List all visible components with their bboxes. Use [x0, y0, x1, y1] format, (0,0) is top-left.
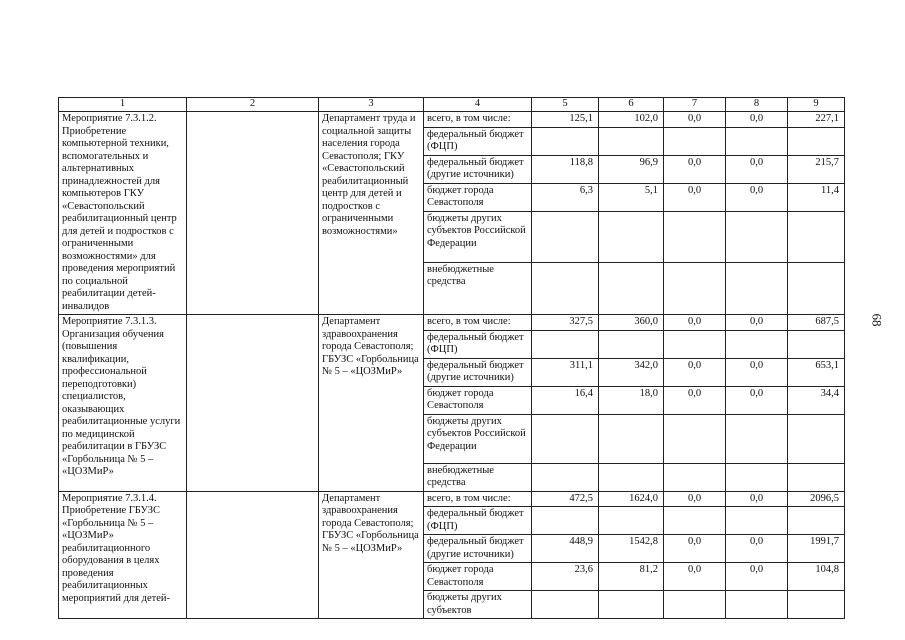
value-cell-c6: 360,0	[599, 315, 664, 331]
header-cell: 1	[59, 98, 187, 112]
funding-source: бюджеты других субъектов Российской Федерации	[424, 414, 532, 463]
header-cell: 9	[788, 98, 845, 112]
value-cell-c5	[532, 262, 599, 314]
value-cell-c7	[664, 591, 726, 619]
value-cell-c6	[599, 127, 664, 155]
value-cell-c7: 0,0	[664, 535, 726, 563]
funding-source: внебюджетные средства	[424, 262, 532, 314]
event-description: Мероприятие 7.3.1.4. Приобретение ГБУЗС «Горбольница № 5 – «ЦОЗМиР» реабилитационного оборудования в целях проведения реабилитационных мероприятий для детей-	[59, 491, 187, 619]
event-description: Мероприятие 7.3.1.2. Приобретение компьютерной техники, вспомогательных и альтернативных принадлежностей для компьютеров ГКУ «Севастопольский реабилитационный центр для детей и подростков с ограниченными возможностями» для проведения мероприятий по социальной реабилитации детей-инвалидов	[59, 112, 187, 315]
table-row	[59, 315, 845, 331]
value-cell-c6: 1624,0	[599, 491, 664, 507]
value-cell-c5	[532, 127, 599, 155]
value-cell-c5: 327,5	[532, 315, 599, 331]
executor-cell: Департамент здравоохранения города Севастополя; ГБУЗС «Горбольница № 5 – «ЦОЗМиР»	[319, 315, 424, 492]
value-cell-c5	[532, 507, 599, 535]
value-cell-c6	[599, 414, 664, 463]
value-cell-c8: 0,0	[726, 315, 788, 331]
value-cell-c8: 0,0	[726, 155, 788, 183]
page-number: 68	[869, 313, 885, 327]
value-cell-c9: 2096,5	[788, 491, 845, 507]
value-cell-c5: 311,1	[532, 358, 599, 386]
column-2-cell	[187, 315, 319, 492]
value-cell-c8	[726, 507, 788, 535]
value-cell-c6	[599, 330, 664, 358]
value-cell-c6: 5,1	[599, 183, 664, 211]
value-cell-c9: 104,8	[788, 563, 845, 591]
value-cell-c7	[664, 507, 726, 535]
value-cell-c8: 0,0	[726, 183, 788, 211]
funding-source: всего, в том числе:	[424, 315, 532, 331]
value-cell-c7: 0,0	[664, 112, 726, 128]
value-cell-c7	[664, 127, 726, 155]
value-cell-c6: 102,0	[599, 112, 664, 128]
table-body	[59, 98, 845, 619]
value-cell-c7	[664, 463, 726, 491]
value-cell-c9: 687,5	[788, 315, 845, 331]
value-cell-c8: 0,0	[726, 358, 788, 386]
value-cell-c9	[788, 591, 845, 619]
table-row	[59, 112, 845, 128]
header-row	[59, 98, 845, 112]
value-cell-c6	[599, 211, 664, 262]
value-cell-c8: 0,0	[726, 535, 788, 563]
value-cell-c5: 472,5	[532, 491, 599, 507]
header-cell: 2	[187, 98, 319, 112]
value-cell-c7	[664, 262, 726, 314]
value-cell-c5	[532, 414, 599, 463]
funding-source: федеральный бюджет (другие источники)	[424, 535, 532, 563]
value-cell-c5	[532, 211, 599, 262]
value-cell-c7	[664, 330, 726, 358]
value-cell-c9	[788, 127, 845, 155]
value-cell-c9	[788, 211, 845, 262]
value-cell-c9	[788, 463, 845, 491]
table-row	[59, 491, 845, 507]
value-cell-c5: 448,9	[532, 535, 599, 563]
value-cell-c5	[532, 463, 599, 491]
value-cell-c8	[726, 330, 788, 358]
funding-source: бюджет города Севастополя	[424, 563, 532, 591]
value-cell-c6	[599, 463, 664, 491]
value-cell-c7: 0,0	[664, 491, 726, 507]
value-cell-c9: 34,4	[788, 386, 845, 414]
value-cell-c8	[726, 591, 788, 619]
value-cell-c5: 118,8	[532, 155, 599, 183]
funding-source: федеральный бюджет (ФЦП)	[424, 127, 532, 155]
value-cell-c5: 23,6	[532, 563, 599, 591]
funding-source: федеральный бюджет (другие источники)	[424, 155, 532, 183]
value-cell-c6: 342,0	[599, 358, 664, 386]
value-cell-c5: 125,1	[532, 112, 599, 128]
value-cell-c6	[599, 591, 664, 619]
value-cell-c7: 0,0	[664, 386, 726, 414]
funding-source: федеральный бюджет (другие источники)	[424, 358, 532, 386]
header-cell: 4	[424, 98, 532, 112]
value-cell-c7	[664, 414, 726, 463]
column-2-cell	[187, 112, 319, 315]
value-cell-c9	[788, 262, 845, 314]
funding-source: всего, в том числе:	[424, 112, 532, 128]
value-cell-c8: 0,0	[726, 491, 788, 507]
value-cell-c7: 0,0	[664, 183, 726, 211]
value-cell-c5: 6,3	[532, 183, 599, 211]
header-cell: 8	[726, 98, 788, 112]
funding-source: бюджет города Севастополя	[424, 386, 532, 414]
value-cell-c9	[788, 330, 845, 358]
value-cell-c9: 1991,7	[788, 535, 845, 563]
value-cell-c8	[726, 127, 788, 155]
column-2-cell	[187, 491, 319, 619]
value-cell-c5	[532, 591, 599, 619]
value-cell-c6: 96,9	[599, 155, 664, 183]
value-cell-c6: 1542,8	[599, 535, 664, 563]
value-cell-c8	[726, 414, 788, 463]
funding-source: внебюджетные средства	[424, 463, 532, 491]
program-table	[58, 97, 845, 619]
value-cell-c6: 81,2	[599, 563, 664, 591]
value-cell-c8	[726, 211, 788, 262]
value-cell-c8: 0,0	[726, 112, 788, 128]
value-cell-c9: 227,1	[788, 112, 845, 128]
header-cell: 5	[532, 98, 599, 112]
value-cell-c8	[726, 463, 788, 491]
value-cell-c9	[788, 414, 845, 463]
value-cell-c7: 0,0	[664, 358, 726, 386]
executor-cell: Департамент здравоохранения города Севастополя; ГБУЗС «Горбольница № 5 – «ЦОЗМиР»	[319, 491, 424, 619]
header-cell: 6	[599, 98, 664, 112]
header-cell: 7	[664, 98, 726, 112]
value-cell-c7: 0,0	[664, 315, 726, 331]
value-cell-c6	[599, 262, 664, 314]
funding-source: бюджеты других субъектов Российской Федерации	[424, 211, 532, 262]
funding-source: бюджет города Севастополя	[424, 183, 532, 211]
funding-source: бюджеты других субъектов	[424, 591, 532, 619]
value-cell-c9: 11,4	[788, 183, 845, 211]
value-cell-c7	[664, 211, 726, 262]
event-description: Мероприятие 7.3.1.3. Организация обучения (повышения квалификации, профессиональной переподготовки) специалистов, оказывающих реабилитационные услуги по медицинской реабилитации в ГБУЗС «Горбольница № 5 – «ЦОЗМиР»	[59, 315, 187, 492]
value-cell-c5: 16,4	[532, 386, 599, 414]
funding-source: федеральный бюджет (ФЦП)	[424, 507, 532, 535]
value-cell-c5	[532, 330, 599, 358]
value-cell-c8	[726, 262, 788, 314]
executor-cell: Департамент труда и социальной защиты населения города Севастополя; ГКУ «Севастопольский реабилитационный центр для детей и подростков с ограниченными возможностями»	[319, 112, 424, 315]
value-cell-c9	[788, 507, 845, 535]
value-cell-c8: 0,0	[726, 386, 788, 414]
funding-source: федеральный бюджет (ФЦП)	[424, 330, 532, 358]
value-cell-c8: 0,0	[726, 563, 788, 591]
value-cell-c9: 653,1	[788, 358, 845, 386]
funding-source: всего, в том числе:	[424, 491, 532, 507]
value-cell-c9: 215,7	[788, 155, 845, 183]
value-cell-c6	[599, 507, 664, 535]
value-cell-c6: 18,0	[599, 386, 664, 414]
value-cell-c7: 0,0	[664, 155, 726, 183]
value-cell-c7: 0,0	[664, 563, 726, 591]
header-cell: 3	[319, 98, 424, 112]
